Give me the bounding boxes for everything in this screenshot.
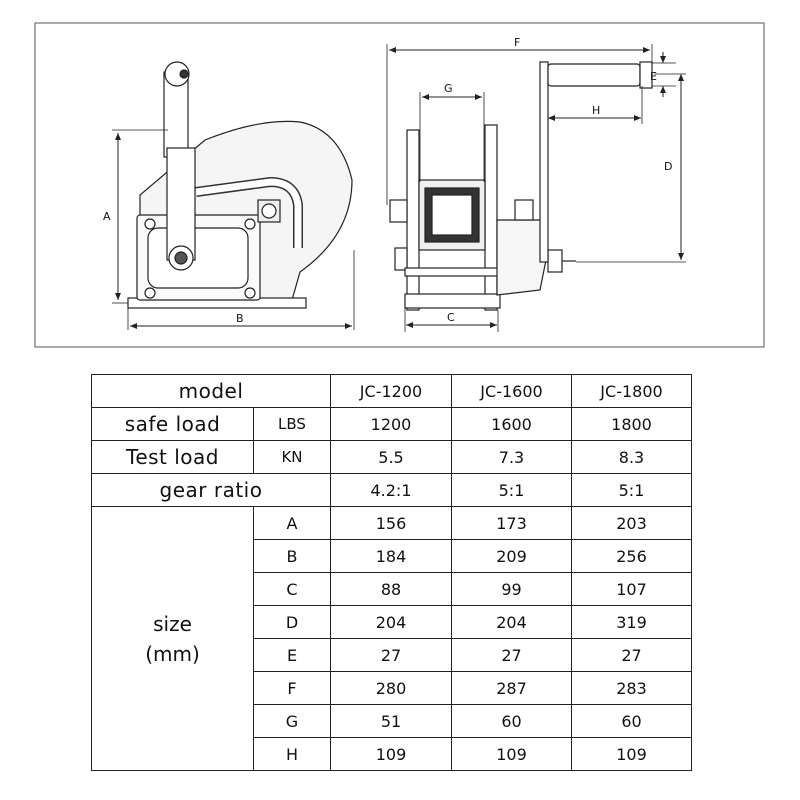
cell-value: 156 (331, 507, 452, 540)
cell-value: 8.3 (572, 441, 692, 474)
cell-value: 27 (331, 639, 452, 672)
cell-value: 283 (572, 672, 692, 705)
cell-value: 1200 (331, 408, 452, 441)
dim-key: C (254, 573, 331, 606)
table-row (92, 408, 692, 441)
cell-value: 5:1 (452, 474, 572, 507)
cell-value: 109 (452, 738, 572, 771)
cell-value: 173 (452, 507, 572, 540)
row-unit: LBS (254, 408, 331, 441)
cell-value: 256 (572, 540, 692, 573)
cell-value: 204 (452, 606, 572, 639)
cell-value: 1600 (452, 408, 572, 441)
dim-key: F (254, 672, 331, 705)
model-jc1800: JC-1800 (572, 375, 692, 408)
row-unit: KN (254, 441, 331, 474)
cell-value: 51 (331, 705, 452, 738)
size-label: size (153, 611, 192, 636)
row-label: Test load (92, 441, 254, 474)
size-unit: (mm) (145, 641, 200, 666)
dim-label-f: F (514, 36, 521, 49)
table-row (92, 507, 692, 540)
dim-key: H (254, 738, 331, 771)
cell-value: 27 (452, 639, 572, 672)
dim-key: G (254, 705, 331, 738)
cell-value: 60 (452, 705, 572, 738)
cell-value: 5:1 (572, 474, 692, 507)
dim-label-c: C (447, 311, 455, 324)
cell-value: 109 (331, 738, 452, 771)
cell-value: 5.5 (331, 441, 452, 474)
winch-dimension-diagram (0, 0, 800, 360)
cell-value: 88 (331, 573, 452, 606)
dim-key: D (254, 606, 331, 639)
dim-label-e: E (650, 70, 657, 83)
dim-label-g: G (444, 82, 453, 95)
cell-value: 7.3 (452, 441, 572, 474)
cell-value: 204 (331, 606, 452, 639)
dim-label-a: A (103, 210, 111, 223)
dim-label-d: D (664, 160, 673, 173)
model-jc1600: JC-1600 (452, 375, 572, 408)
cell-value: 287 (452, 672, 572, 705)
dim-label-h: H (592, 104, 601, 117)
table-header-row (92, 375, 692, 408)
dim-key: E (254, 639, 331, 672)
dim-label-b: B (236, 312, 244, 325)
table-row (92, 474, 692, 507)
cell-value: 27 (572, 639, 692, 672)
table-row (92, 441, 692, 474)
cell-value: 1800 (572, 408, 692, 441)
dim-key: A (254, 507, 331, 540)
cell-value: 60 (572, 705, 692, 738)
row-label: gear ratio (92, 474, 331, 507)
row-label: safe load (92, 408, 254, 441)
model-header: model (92, 375, 331, 408)
cell-value: 4.2:1 (331, 474, 452, 507)
dim-key: B (254, 540, 331, 573)
cell-value: 319 (572, 606, 692, 639)
cell-value: 280 (331, 672, 452, 705)
cell-value: 107 (572, 573, 692, 606)
cell-value: 203 (572, 507, 692, 540)
cell-value: 109 (572, 738, 692, 771)
cell-value: 99 (452, 573, 572, 606)
cell-value: 209 (452, 540, 572, 573)
size-label-cell (92, 507, 254, 771)
model-jc1200: JC-1200 (331, 375, 452, 408)
cell-value: 184 (331, 540, 452, 573)
spec-table (91, 374, 692, 771)
